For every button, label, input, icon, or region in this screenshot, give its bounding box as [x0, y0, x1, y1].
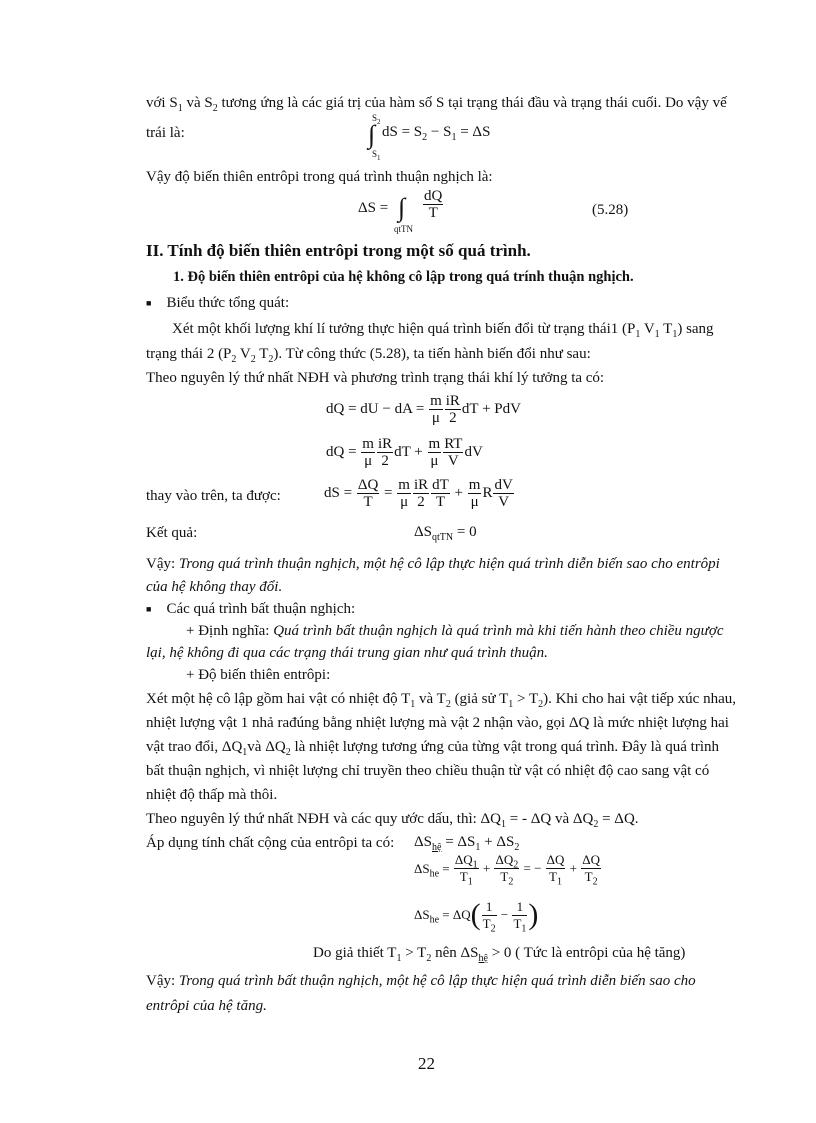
bullet-icon: ■	[146, 298, 152, 309]
equation-ds-he-dq: $\Delta S_{he} = \Delta Q$( $\frac{1}{T_2}$ − $\frac{1}{T_1}$ )	[414, 898, 539, 935]
conclusion-1: Vậy: Trong quá trình thuận nghịch, một hệ cô lập thực hiện quá trình diễn biến sao cho entrôpi	[146, 556, 720, 572]
equation-5-28: ΔS = ∫ qtTN $\frac{dQ}{T}$	[358, 188, 443, 234]
subsection-heading-1: 1. Độ biến thiên entrôpi của hệ không cô lập trong quá trính thuận nghịch.	[173, 269, 634, 285]
conclusion-1-cont: của hệ không thay đổi.	[146, 579, 283, 595]
do-gia-thiet-line: Do giả thiết $T_1 > T_2$ nên $\Delta S_{hệ} > 0$ ( Tức là entrôpi của hệ tăng)	[313, 945, 686, 964]
equation-dq-expanded: dQ = $\frac{m}{\mu}$ $\frac{iR}{2}$ dT + $\frac{m}{\mu}$ $\frac{RT}{V}$ dV	[326, 436, 483, 469]
ket-qua-label: Kết quả:	[146, 525, 198, 541]
para-xet-2: trạng thái 2 ($P_2$ $V_2$ $T_2$). Từ công thức (5.28), ta tiến hành biến đổi như sau:	[146, 346, 591, 365]
section-heading-ii: II. Tính độ biến thiên entrôpi trong một số quá trình.	[146, 241, 531, 260]
para-he-co-lap-3: vật trao đổi, $\Delta Q_1và$ $\Delta Q_2$ là nhiệt lượng tương ứng của từng vật trong quá trình. Đây là quá trình	[146, 739, 719, 758]
conclusion-2-cont: entrôpi của hệ tăng.	[146, 998, 267, 1014]
definition-line: + Định nghĩa: Quá trình bất thuận nghịch là quá trình mà khi tiến hành theo chiều ngược	[186, 623, 724, 639]
trai-la-label: trái là:	[146, 125, 185, 141]
bullet-bieu-thuc: ■ Biểu thức tổng quát:	[146, 295, 290, 311]
equation-dq-du: dQ = dU − dA = $\frac{m}{\mu}$ $\frac{iR}{2}$ dT + PdV	[326, 393, 521, 426]
equation-ds-zero: $\Delta S_{qtTN} = 0$	[414, 524, 477, 543]
conclusion-2: Vậy: Trong quá trình bất thuận nghịch, một hệ cô lập thực hiện quá trình diễn biến sao cho	[146, 973, 696, 989]
page-number: 22	[418, 1054, 435, 1073]
para-he-co-lap-2: nhiệt lượng vật 1 nhả rađúng bằng nhiệt lượng mà vật 2 nhận vào, gọi ΔQ là mức nhiệt lượng hai	[146, 715, 729, 731]
bullet-bat-thuan: ■ Các quá trình bất thuận nghịch:	[146, 601, 356, 617]
para-theo-2: Theo nguyên lý thứ nhất NĐH và các quy ước dấu, thì: $\Delta Q_1$ = - ΔQ và $\Delta Q_2 = \Delta Q$.	[146, 811, 639, 830]
para-he-co-lap-5: nhiệt độ thấp mà thôi.	[146, 787, 278, 803]
para-he-co-lap-4: bất thuận nghịch, vì nhiệt lượng chỉ truyền theo chiều thuận từ vật có nhiệt độ cao sang vật có	[146, 763, 710, 779]
do-bien-thien-label: + Độ biến thiên entrôpi:	[186, 667, 331, 683]
thay-vao-label: thay vào trên, ta được:	[146, 488, 281, 504]
bullet-icon: ■	[146, 604, 152, 615]
equation-ds-he-fraction: $\Delta S_{he}$ = $\frac{\Delta Q_1}{T_1}$ + $\frac{\Delta Q_2}{T_2}$ = − $\frac{\Delta Q}{T_1}$ + $\frac{\Delta Q}{T_2}$	[414, 852, 600, 888]
equation-ds-he-sum: $\Delta S_{hệ} = \Delta S_1 + \Delta S_2$	[414, 834, 520, 853]
para-he-co-lap-1: Xét một hệ cô lập gồm hai vật có nhiệt độ $T_1$ và $T_2$ (giả sử $T_1 > T_2$). Khi cho hai vật tiếp xúc nhau,	[146, 691, 736, 710]
definition-line-cont: lại, hệ không đi qua các trạng thái trung gian như quá trình thuận.	[146, 645, 548, 661]
integral-equation: $S_2$ ∫ $S_1$ dS = $S_2 - S_1 = \Delta S$	[368, 113, 491, 162]
vay-do-line: Vậy độ biến thiên entrôpi trong quá trình thuận nghịch là:	[146, 169, 493, 185]
para-theo-1: Theo nguyên lý thứ nhất NĐH và phương trình trạng thái khí lý tưởng ta có:	[146, 370, 605, 386]
para-xet-1: Xét một khối lượng khí lí tưởng thực hiện quá trình biến đổi từ trạng thái1 ($P_1$ $V_1$ $T_1$) sang	[172, 321, 714, 340]
para-s1-s2: với $S_1$ và $S_2$ tương ứng là các giá trị của hàm số S tại trạng thái đầu và trạng thái cuối. Do vậy vế	[146, 95, 727, 114]
ap-dung-line: Áp dụng tính chất cộng của entrôpi ta có:	[146, 835, 395, 851]
equation-ds: dS = $\frac{\Delta Q}{T}$ = $\frac{m}{\mu}$ $\frac{iR}{2}$ $\frac{dT}{T}$ + $\frac{m}{\mu}$ R $\frac{dV}{V}$	[324, 477, 513, 510]
equation-tag-5-28: (5.28)	[592, 202, 629, 218]
